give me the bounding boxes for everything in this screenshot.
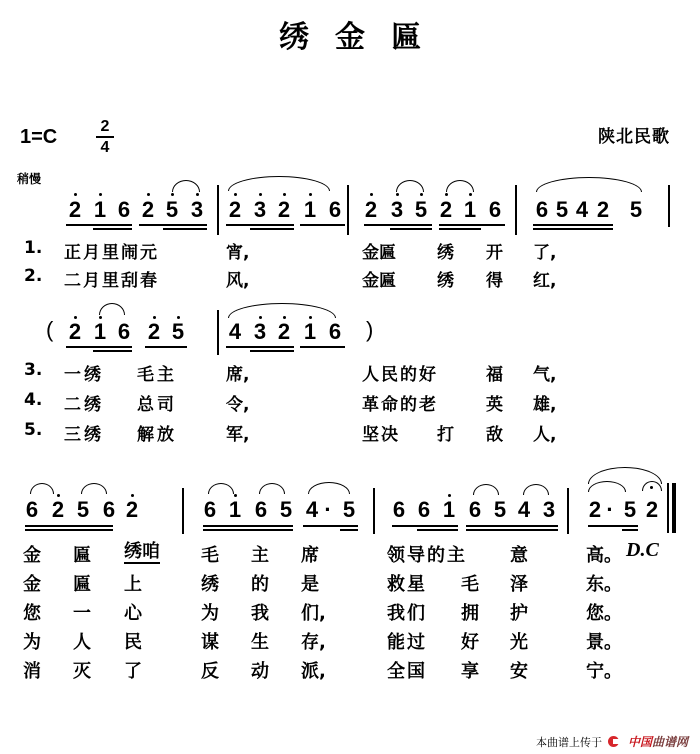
lyric: 了: [124, 661, 142, 682]
lyric: 动: [251, 661, 269, 682]
high-octave-dot: [259, 193, 262, 196]
lyric: 毛: [201, 545, 219, 566]
lyric: 是: [301, 574, 319, 595]
note: 2: [51, 497, 65, 522]
lyric: 谋: [201, 632, 219, 653]
site-logo-text-1: 中国: [627, 735, 652, 749]
lyric: 绣: [437, 271, 454, 291]
note: 6: [25, 497, 39, 522]
open-paren: (: [46, 317, 54, 342]
lyric: 人民的好: [362, 365, 438, 385]
underline-eighth: [588, 525, 638, 527]
barline: [567, 488, 569, 534]
upload-credit-text: 本曲谱上传于: [535, 735, 602, 749]
lyric: 存,: [301, 632, 326, 653]
lyric: 安: [510, 661, 528, 682]
note: 2: [228, 197, 242, 222]
underline-eighth: [66, 346, 132, 348]
lyric: 派,: [301, 661, 326, 682]
underline-sixteenth: [533, 228, 613, 230]
lyric: 们,: [301, 603, 326, 624]
lyric: 匾: [73, 545, 91, 566]
note: 2: [645, 497, 659, 522]
note: 2: [364, 197, 378, 222]
high-octave-dot: [171, 193, 174, 196]
lyric: 生: [251, 632, 269, 653]
verse-number: 5.: [24, 420, 43, 440]
underline-sixteenth: [250, 350, 294, 352]
lyric: 泽: [510, 574, 528, 595]
underline-sixteenth: [466, 529, 558, 531]
underline-eighth: [364, 224, 432, 226]
note: 3: [390, 197, 404, 222]
high-octave-dot: [283, 316, 286, 319]
high-octave-dot: [57, 494, 60, 497]
note: 2: [588, 497, 602, 522]
fermata-dot: [650, 486, 653, 489]
lyric: 意: [510, 545, 528, 566]
slur: [473, 484, 499, 495]
upload-credit: [536, 733, 688, 750]
note: 2: [596, 197, 610, 222]
high-octave-dot: [234, 494, 237, 497]
lyric: 宵,: [226, 243, 250, 263]
underline-eighth: [392, 525, 458, 527]
high-octave-dot: [153, 316, 156, 319]
underline-sixteenth: [163, 228, 207, 230]
lyric-slurred: 绣咱: [124, 541, 160, 562]
note: 6: [535, 197, 549, 222]
dotted-note-dot: ·: [324, 497, 332, 522]
lyric: 席: [301, 545, 319, 566]
note: 6: [328, 197, 342, 222]
note: 6: [488, 197, 502, 222]
high-octave-dot: [259, 316, 262, 319]
note: 5: [76, 497, 90, 522]
slur: [523, 484, 549, 495]
lyric: 解放: [137, 425, 177, 445]
lyric: 我: [251, 603, 269, 624]
underline-sixteenth: [340, 529, 358, 531]
lyric: 红,: [533, 271, 557, 291]
barline: [373, 488, 375, 534]
verse-number: 4.: [24, 390, 43, 410]
note: 5: [414, 197, 428, 222]
lyric: 我们: [387, 603, 427, 624]
note: 5: [171, 319, 185, 344]
underline-eighth: [303, 525, 358, 527]
note: 6: [203, 497, 217, 522]
note: 1: [93, 197, 107, 222]
high-octave-dot: [309, 193, 312, 196]
high-octave-dot: [309, 316, 312, 319]
lyric: 席,: [226, 365, 250, 385]
verse-number: 1.: [24, 238, 43, 258]
site-logo-link[interactable]: [628, 733, 688, 750]
note: 4: [575, 197, 589, 222]
time-signature-bottom: 4: [100, 139, 110, 156]
note: 2: [141, 197, 155, 222]
note: 5: [555, 197, 569, 222]
underline-eighth: [466, 525, 558, 527]
lyric: 绣: [437, 243, 454, 263]
underline-eighth: [25, 525, 113, 527]
underline-sixteenth: [25, 529, 113, 531]
lyric: 革命的老: [362, 395, 438, 415]
lyric: 心: [124, 603, 142, 624]
note: 1: [93, 319, 107, 344]
barline: [668, 185, 670, 227]
lyric: 领导的主: [387, 545, 467, 566]
underline-sixteenth: [250, 228, 294, 230]
note: 5: [623, 497, 637, 522]
underline-eighth: [203, 525, 293, 527]
note: 1: [463, 197, 477, 222]
lyric: 享: [461, 661, 479, 682]
time-signature-bar: [96, 136, 114, 138]
slur: [81, 483, 107, 494]
note: 6: [417, 497, 431, 522]
lyric: 民: [124, 632, 142, 653]
slur: [536, 177, 642, 192]
time-signature: [96, 118, 114, 156]
slur: [308, 482, 350, 494]
high-octave-dot: [131, 494, 134, 497]
lyric: 一绣: [64, 365, 104, 385]
close-paren: ): [366, 317, 374, 342]
underline-eighth: [66, 224, 132, 226]
lyric: 福: [486, 365, 503, 385]
lyric: 军,: [226, 425, 250, 445]
time-signature-top: 2: [100, 118, 110, 135]
lyric: 金: [23, 545, 41, 566]
note: 6: [117, 197, 131, 222]
note: 4: [517, 497, 531, 522]
lyric: 英: [486, 395, 503, 415]
high-octave-dot: [448, 494, 451, 497]
note: 2: [68, 197, 82, 222]
lyric: 高。: [586, 545, 622, 566]
barline: [217, 185, 219, 235]
lyric: 开: [486, 243, 503, 263]
high-octave-dot: [99, 316, 102, 319]
lyric: 能过: [387, 632, 427, 653]
high-octave-dot: [147, 193, 150, 196]
high-octave-dot: [469, 193, 472, 196]
site-logo-icon: [608, 735, 622, 748]
lyric: 灭: [73, 661, 91, 682]
song-title: 绣金匾: [279, 20, 447, 55]
slur: [30, 483, 54, 494]
underline-eighth: [226, 224, 294, 226]
slur: [259, 483, 285, 494]
lyric: 一: [73, 603, 91, 624]
high-octave-dot: [445, 193, 448, 196]
high-octave-dot: [99, 193, 102, 196]
lyric: 拥: [461, 603, 479, 624]
slur: [446, 180, 474, 192]
lyric: 毛主: [137, 365, 177, 385]
lyric: 二绣: [64, 395, 104, 415]
lyric: 反: [201, 661, 219, 682]
note: 2: [147, 319, 161, 344]
underline-eighth: [226, 346, 294, 348]
final-barline-thin: [667, 483, 669, 533]
high-octave-dot: [74, 316, 77, 319]
note: 5: [342, 497, 356, 522]
underline-sixteenth: [93, 228, 132, 230]
lyric: 护: [510, 603, 528, 624]
underline-eighth: [145, 346, 187, 348]
high-octave-dot: [74, 193, 77, 196]
tempo-marking: 稍慢: [17, 172, 42, 186]
lyric: 为: [201, 603, 219, 624]
note: 2: [125, 497, 139, 522]
note: 3: [253, 319, 267, 344]
high-octave-dot: [283, 193, 286, 196]
note: 1: [303, 197, 317, 222]
underline-sixteenth: [439, 228, 481, 230]
lyric: 您。: [586, 603, 622, 624]
slur: [172, 180, 200, 192]
underline-sixteenth: [622, 529, 638, 531]
note: 2: [439, 197, 453, 222]
lyric: 雄,: [533, 395, 557, 415]
lyric: 匾: [73, 574, 91, 595]
note: 5: [493, 497, 507, 522]
lyric: 好: [461, 632, 479, 653]
lyric: 二月里刮春: [64, 271, 159, 291]
lyric: 坚决: [362, 425, 400, 445]
note: 3: [253, 197, 267, 222]
lyric: 敌: [486, 425, 503, 445]
lyric: 全国: [387, 661, 427, 682]
verse-number: 3.: [24, 360, 43, 380]
lyric: 得: [486, 271, 503, 291]
high-octave-dot: [177, 316, 180, 319]
lyric: 您: [23, 603, 41, 624]
slur: [228, 303, 336, 318]
note: 6: [117, 319, 131, 344]
underline-sixteenth: [390, 228, 432, 230]
da-capo-marking: D.C: [626, 539, 659, 561]
lyric: 绣: [201, 574, 219, 595]
lyric: 金匾: [362, 243, 396, 263]
lyric: 正月里闹元: [64, 243, 159, 263]
lyric: 气,: [533, 365, 557, 385]
lyric: 为: [23, 632, 41, 653]
underline-sixteenth: [93, 350, 132, 352]
lyric: 景。: [586, 632, 622, 653]
barline: [217, 310, 219, 355]
lyric: 东。: [586, 574, 622, 595]
high-octave-dot: [420, 193, 423, 196]
note: 6: [468, 497, 482, 522]
site-logo-text-2: 曲谱网: [651, 735, 688, 749]
slur: [208, 483, 234, 494]
verse-number: 2.: [24, 266, 43, 286]
slur: [99, 303, 125, 315]
lyric: 打: [437, 425, 454, 445]
barline: [347, 185, 349, 235]
underline-sixteenth: [417, 529, 458, 531]
lyric: 令,: [226, 395, 250, 415]
note: 5: [279, 497, 293, 522]
note: 5: [165, 197, 179, 222]
lyric: 救星: [387, 574, 427, 595]
lyric: 光: [510, 632, 528, 653]
final-barline-thick: [672, 483, 676, 533]
lyric: 的: [251, 574, 269, 595]
underline-eighth: [139, 224, 207, 226]
high-octave-dot: [396, 193, 399, 196]
lyric: 三绣: [64, 425, 104, 445]
note: 6: [102, 497, 116, 522]
underline-eighth: [300, 224, 345, 226]
note: 1: [442, 497, 456, 522]
lyric: 消: [23, 661, 41, 682]
note: 3: [542, 497, 556, 522]
song-origin: 陕北民歌: [598, 127, 670, 147]
key-signature: 1=C: [20, 126, 58, 148]
slur: [396, 180, 424, 192]
note: 6: [254, 497, 268, 522]
high-octave-dot: [234, 193, 237, 196]
underline-eighth: [533, 224, 613, 226]
note: 2: [277, 319, 291, 344]
lyric: 总司: [137, 395, 177, 415]
note: 5: [629, 197, 643, 222]
note: 3: [190, 197, 204, 222]
underline-sixteenth: [203, 529, 293, 531]
lyric: 人: [73, 632, 91, 653]
lyric: 上: [124, 574, 142, 595]
lyric: 人,: [533, 425, 557, 445]
barline: [515, 185, 517, 235]
note: 6: [392, 497, 406, 522]
note: 6: [328, 319, 342, 344]
lyric: 主: [251, 545, 269, 566]
lyric: 宁。: [586, 661, 622, 682]
lyric: 毛: [461, 574, 479, 595]
note: 1: [228, 497, 242, 522]
underline-eighth: [439, 224, 505, 226]
note: 2: [68, 319, 82, 344]
note: 1: [303, 319, 317, 344]
note: 4: [228, 319, 242, 344]
barline: [182, 488, 184, 534]
dotted-note-dot: ·: [606, 497, 614, 522]
lyric: 风,: [226, 271, 250, 291]
lyric: 了,: [533, 243, 557, 263]
note: 2: [277, 197, 291, 222]
high-octave-dot: [370, 193, 373, 196]
lyric: 金匾: [362, 271, 396, 291]
high-octave-dot: [196, 193, 199, 196]
slur: [228, 176, 330, 191]
lyric: 金: [23, 574, 41, 595]
note: 4: [305, 497, 319, 522]
underline-eighth: [300, 346, 345, 348]
